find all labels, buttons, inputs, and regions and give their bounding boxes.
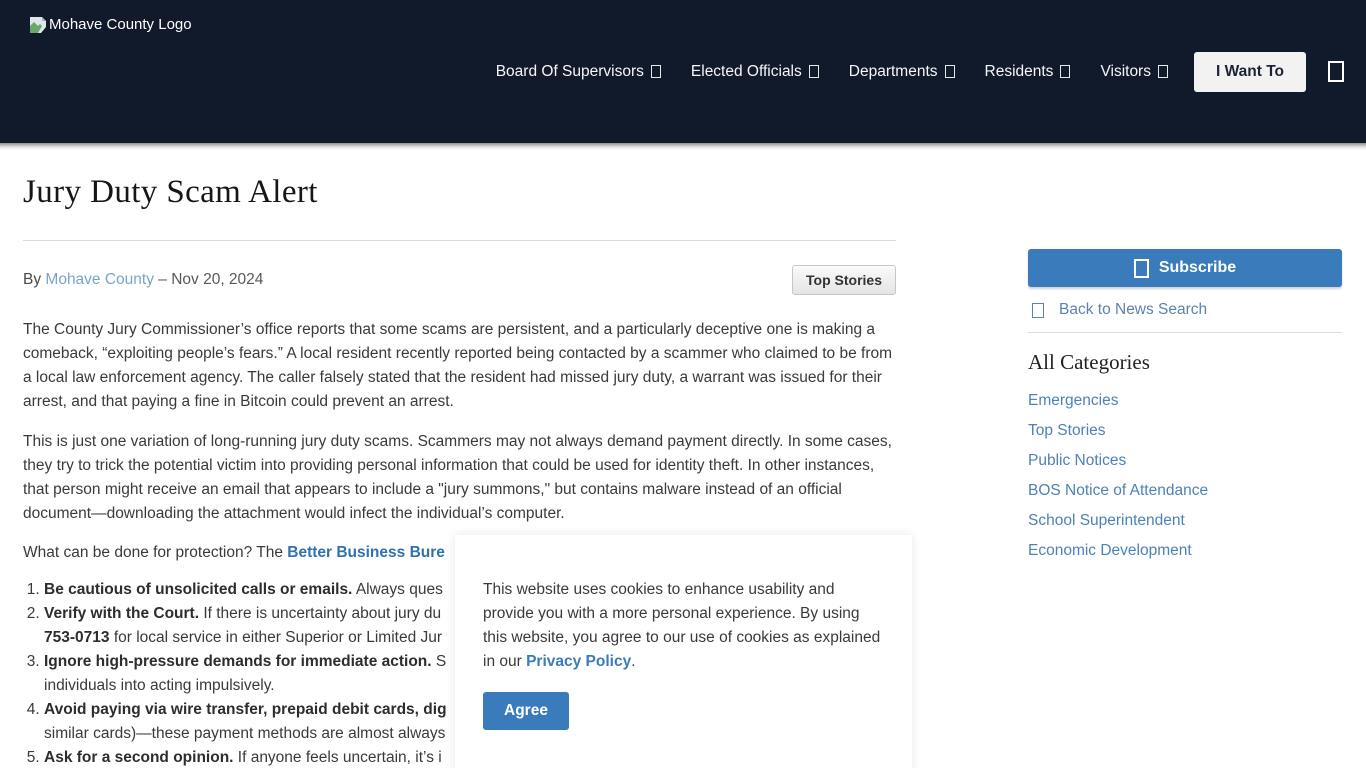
author-link[interactable]: Mohave County: [45, 271, 154, 288]
envelope-icon: [1134, 259, 1149, 278]
article-date: – Nov 20, 2024: [153, 271, 264, 288]
nav-label: Residents: [984, 62, 1054, 80]
title-divider: [23, 240, 896, 241]
nav-item-departments[interactable]: [849, 63, 955, 81]
nav-item-board-of-supervisors[interactable]: [496, 63, 661, 81]
back-arrow-icon: [1032, 303, 1044, 318]
privacy-policy-link[interactable]: Privacy Policy: [526, 653, 632, 670]
nav-item-residents[interactable]: [985, 63, 1071, 81]
list-item-line: 753-0713 for local service in either Superior or Limited Jur: [44, 629, 443, 646]
nav-item-elected-officials[interactable]: [691, 63, 819, 81]
back-to-news-search-link[interactable]: [1028, 301, 1342, 319]
list-item-line: 5. Ask for a second opinion. If anyone feels uncertain, it’s i: [44, 749, 442, 766]
chevron-down-icon: [651, 65, 661, 78]
nav-label: Departments: [848, 62, 938, 80]
search-icon[interactable]: [1328, 61, 1344, 82]
category-link-bos-notice-of-attendance[interactable]: BOS Notice of Attendance: [1028, 482, 1209, 499]
category-link-public-notices[interactable]: Public Notices: [1028, 452, 1127, 469]
nav-label: Board Of Supervisors: [495, 62, 644, 80]
article-meta-row: [23, 265, 896, 295]
list-item-line: 1. Be cautious of unsolicited calls or emails. Always ques: [44, 581, 443, 598]
list-item-line: similar cards)—these payment methods are almost always: [44, 725, 446, 742]
protection-text: What can be done for protection? The: [23, 544, 288, 561]
list-item: [1028, 386, 1342, 416]
subscribe-button[interactable]: [1028, 249, 1342, 287]
byline: [23, 271, 263, 289]
header-bottom-gradient: [0, 143, 1366, 150]
list-item: [1028, 536, 1342, 566]
list-item-line: individuals into acting impulsively.: [44, 677, 275, 694]
site-logo[interactable]: [30, 16, 192, 33]
i-want-to-button[interactable]: I Want To: [1194, 52, 1306, 92]
category-link-school-superintendent[interactable]: School Superintendent: [1028, 512, 1185, 529]
main-nav: [466, 0, 1344, 143]
article-paragraph: The County Jury Commissioner’s office reports that some scams are persistent, and a particularly deceptive one is making a comeback, “exploiting people’s fears.” A local resident recently reported being contacted by a scammer who claimed to be from a local law enforcement agency. The caller falsely stated that the resident had missed jury duty, a warrant was issued for their arrest, and that paying a fine in Bitcoin could prevent an arrest.: [23, 321, 893, 410]
byline-prefix: By: [23, 271, 46, 288]
chevron-down-icon: [1060, 65, 1070, 78]
list-item-line: 2. Verify with the Court. If there is uncertainty about jury du: [44, 605, 442, 622]
article-paragraph: This is just one variation of long-running jury duty scams. Scammers may not always demand payment directly. In some cases, they try to trick the potential victim into providing personal information that could be used for identity theft. In other instances, that person might receive an email that appears to include a "jury summons," but contains malware instead of an official document—downloading the attachment would infect the individual’s computer.: [23, 433, 892, 522]
categories-list: [1028, 386, 1342, 566]
category-badge-top-stories[interactable]: Top Stories: [792, 265, 896, 295]
subscribe-label: Subscribe: [1158, 259, 1237, 276]
better-business-bureau-link[interactable]: Better Business Bure: [287, 544, 445, 561]
page-title: Jury Duty Scam Alert: [23, 174, 318, 210]
nav-label: Elected Officials: [690, 62, 802, 80]
logo-alt-text: Mohave County Logo: [49, 16, 192, 33]
list-item-line: 4. Avoid paying via wire transfer, prepaid debit cards, dig: [44, 701, 447, 718]
broken-image-icon: [30, 17, 46, 33]
category-link-top-stories[interactable]: Top Stories: [1028, 422, 1106, 439]
cookie-consent-text: This website uses cookies to enhance usability and provide you with a more personal experience. By using this website, you agree to our use of cookies as explained in our Privacy Policy.: [483, 581, 881, 670]
list-item: [1028, 506, 1342, 536]
sidebar-divider: [1028, 332, 1342, 333]
chevron-down-icon: [945, 65, 955, 78]
nav-label: Visitors: [1100, 62, 1151, 80]
nav-item-visitors[interactable]: [1100, 63, 1168, 81]
sidebar: [1028, 249, 1342, 566]
category-link-emergencies[interactable]: Emergencies: [1028, 392, 1119, 409]
list-item: [1028, 446, 1342, 476]
list-item: [1028, 476, 1342, 506]
site-header: [0, 0, 1366, 143]
back-link-label: Back to News Search: [1059, 301, 1208, 318]
chevron-down-icon: [809, 65, 819, 78]
list-item-line: 3. Ignore high-pressure demands for immediate action. S: [44, 653, 447, 670]
agree-button[interactable]: Agree: [483, 692, 569, 730]
chevron-down-icon: [1158, 65, 1168, 78]
category-link-economic-development[interactable]: Economic Development: [1028, 542, 1192, 559]
cookie-consent-dialog: [455, 535, 912, 768]
categories-heading: All Categories: [1028, 350, 1150, 374]
list-item: [1028, 416, 1342, 446]
